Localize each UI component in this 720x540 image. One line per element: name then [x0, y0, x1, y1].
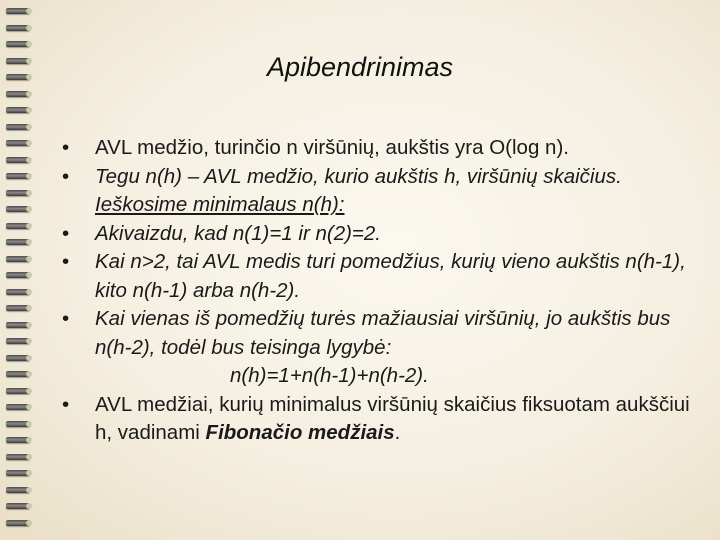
binding-hole [26, 487, 32, 493]
bullet-icon: • [62, 164, 70, 188]
bullet-icon: • [62, 221, 70, 245]
bullet-item [62, 134, 692, 163]
bullet-tail: . [394, 421, 401, 444]
binding-hole [26, 470, 32, 476]
bullet-list [62, 134, 692, 448]
bullet-text: Akivaizdu, kad n(1)=1 ir n(2)=2. [95, 221, 381, 245]
binding-hole [26, 173, 32, 179]
binding-hole [26, 520, 32, 526]
bullet-icon: • [62, 307, 70, 330]
binding-hole [26, 206, 32, 212]
bullet-item [62, 305, 692, 391]
bullet-item [62, 248, 692, 305]
binding-hole [26, 503, 32, 509]
bullet-icon: • [62, 392, 70, 416]
binding-hole [26, 239, 32, 245]
bullet-text: Tegu n(h) – AVL medžio, kurio aukštis h, viršūnių skaičius. [95, 164, 622, 188]
bullet-item [62, 220, 692, 249]
bold-term: Fibonačio medžiais [205, 421, 395, 444]
binding-hole [26, 190, 32, 196]
bullet-text: Kai vienas iš pomedžių turės mažiausiai viršūnių, jo aukštis bus n(h-2), todėl bus teisinga lygybė: [95, 307, 671, 359]
binding-hole [26, 91, 32, 97]
bullet-icon: • [62, 136, 70, 159]
binding-hole [26, 355, 32, 361]
binding-hole [26, 322, 32, 328]
bullet-item [62, 163, 692, 220]
binding-hole [26, 157, 32, 163]
slide-title: Apibendrinimas [266, 52, 454, 82]
binding-hole [26, 421, 32, 427]
binding-hole [26, 107, 32, 113]
binding-hole [26, 338, 32, 344]
bullet-text: AVL medžiai, kurių minimalus viršūnių skaičius fiksuotam aukščiui h, vadinami [95, 392, 690, 444]
binding-hole [26, 256, 32, 262]
binding-hole [26, 25, 32, 31]
binding-hole [26, 404, 32, 410]
binding-hole [26, 41, 32, 47]
equation: n(h)=1+n(h-1)+n(h-2). [230, 364, 429, 387]
binding-hole [26, 140, 32, 146]
underlined-text: Ieškosime minimalaus n(h): [95, 193, 345, 216]
binding-hole [26, 437, 32, 443]
binding-hole [26, 371, 32, 377]
bullet-icon: • [62, 250, 70, 273]
bullet-text: Kai n>2, tai AVL medis turi pomedžius, kurių vieno aukštis n(h-1), kito n(h-1) arba n(h-2). [95, 250, 686, 302]
binding-hole [26, 388, 32, 394]
binding-hole [26, 272, 32, 278]
binding-hole [26, 454, 32, 460]
binding-hole [26, 223, 32, 229]
bullet-text: AVL medžio, turinčio n viršūnių, aukštis yra O(log n). [95, 136, 569, 159]
binding-hole [26, 124, 32, 130]
binding-hole [26, 8, 32, 14]
binding-hole [26, 289, 32, 295]
bullet-item [62, 391, 692, 448]
binding-hole [26, 305, 32, 311]
